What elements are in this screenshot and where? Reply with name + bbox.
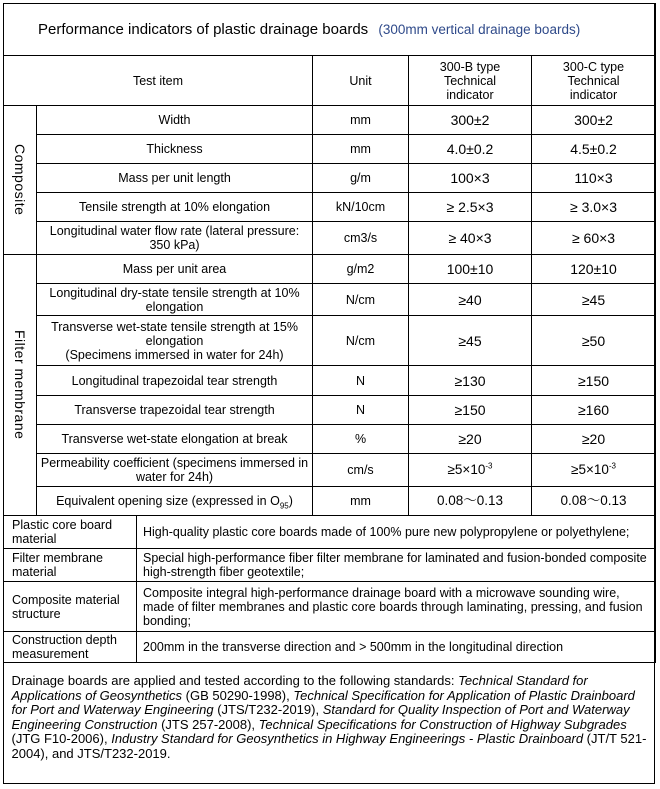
header-300c bbox=[532, 56, 656, 106]
header-unit: Unit bbox=[313, 56, 409, 106]
value-300c: 120±10 bbox=[532, 255, 656, 284]
unit-cell: g/m2 bbox=[313, 255, 409, 284]
value-300b: 4.0±0.2 bbox=[409, 135, 532, 164]
standard-title: Industry Standard for Geosynthetics in Highway Engineerings - Plastic Drainboard bbox=[111, 731, 584, 747]
standards-row bbox=[4, 663, 656, 773]
material-label: Filter membrane material bbox=[4, 549, 137, 582]
item-cell: Mass per unit area bbox=[37, 255, 313, 284]
unit-cell: N bbox=[313, 366, 409, 396]
title-subtitle: (300mm vertical drainage boards) bbox=[378, 21, 581, 37]
unit-cell: kN/10cm bbox=[313, 193, 409, 222]
unit-cell: mm bbox=[313, 487, 409, 516]
table-row bbox=[4, 193, 656, 222]
table-row bbox=[4, 316, 656, 366]
material-value: Composite integral high-performance drainage board with a microwave sounding wire, made of filter membranes and plastic core boards through laminating, pressing, and fusion bonding; bbox=[137, 582, 656, 632]
header-300c-line3: indicator bbox=[569, 87, 618, 102]
value-300b: ≥45 bbox=[409, 316, 532, 366]
item-cell: Tensile strength at 10% elongation bbox=[37, 193, 313, 222]
header-300b bbox=[409, 56, 532, 106]
table-row bbox=[4, 135, 656, 164]
unit-cell: % bbox=[313, 425, 409, 454]
table-row bbox=[4, 454, 656, 487]
value-300c-base: ≥5×10 bbox=[571, 462, 609, 477]
value-300c-exponent: -3 bbox=[608, 461, 616, 471]
material-label: Construction depth measurement bbox=[4, 632, 137, 663]
unit-cell: cm/s bbox=[313, 454, 409, 487]
item-cell bbox=[37, 487, 313, 516]
value-300b-base: ≥5×10 bbox=[447, 462, 486, 477]
spec-table bbox=[3, 3, 656, 773]
standard-title: Technical Standard for Applications of Geosynthetics bbox=[11, 673, 588, 703]
unit-cell: g/m bbox=[313, 164, 409, 193]
group-label-composite: Composite bbox=[4, 106, 37, 255]
header-test-item: Test item bbox=[4, 56, 313, 106]
standard-title: Standard for Quality Inspection of Port and Waterway Engineering Construction bbox=[11, 702, 630, 732]
value-300b: ≥ 2.5×3 bbox=[409, 193, 532, 222]
item-cell-subscript: 95 bbox=[279, 501, 289, 511]
material-row bbox=[4, 549, 656, 582]
header-300b-line2: Technical bbox=[443, 73, 497, 88]
group-label-filter-membrane: Filter membrane bbox=[4, 255, 37, 516]
item-cell-line2: (Specimens immersed in water for 24h) bbox=[65, 347, 284, 362]
value-300b: ≥40 bbox=[409, 284, 532, 316]
item-cell-end: ) bbox=[288, 494, 293, 508]
value-300b: ≥ 40×3 bbox=[409, 222, 532, 255]
standard-title: Technical Specification for Application of Plastic Drainboard for Port and Waterway Engineering bbox=[11, 687, 635, 718]
table-row bbox=[4, 255, 656, 284]
header-300b-line3: indicator bbox=[446, 87, 494, 102]
table-row bbox=[4, 366, 656, 396]
material-row bbox=[4, 516, 656, 549]
material-row bbox=[4, 582, 656, 632]
standard-code: (JTS/T232-2019), bbox=[213, 702, 323, 718]
material-label: Plastic core board material bbox=[4, 516, 137, 549]
header-row bbox=[4, 56, 656, 106]
value-300b bbox=[409, 454, 532, 487]
standard-code: (JTS 257-2008), bbox=[157, 716, 259, 732]
value-300c bbox=[532, 454, 656, 487]
table-title bbox=[4, 4, 656, 56]
header-300b-line1: 300-B type bbox=[439, 59, 501, 74]
value-300c: ≥20 bbox=[532, 425, 656, 454]
standards-note bbox=[4, 663, 656, 773]
table-row bbox=[4, 106, 656, 135]
item-cell: Width bbox=[37, 106, 313, 135]
unit-cell: N bbox=[313, 396, 409, 425]
table-row bbox=[4, 164, 656, 193]
item-cell bbox=[37, 316, 313, 366]
title-text: Performance indicators of plastic drainage boards bbox=[38, 20, 369, 38]
value-300b: ≥20 bbox=[409, 425, 532, 454]
value-300c: 110×3 bbox=[532, 164, 656, 193]
item-cell: Longitudinal trapezoidal tear strength bbox=[37, 366, 313, 396]
value-300b-exponent: -3 bbox=[485, 461, 493, 471]
unit-cell: cm3/s bbox=[313, 222, 409, 255]
table-row bbox=[4, 222, 656, 255]
value-300b: 100±10 bbox=[409, 255, 532, 284]
material-value: High-quality plastic core boards made of 100% pure new polypropylene or polyethylene; bbox=[137, 516, 656, 549]
unit-cell: N/cm bbox=[313, 284, 409, 316]
value-300c: 4.5±0.2 bbox=[532, 135, 656, 164]
standard-code: (JT/T 521-2004), and JTS/T232-2019. bbox=[11, 731, 647, 761]
item-cell: Transverse wet-state elongation at break bbox=[37, 425, 313, 454]
unit-cell: mm bbox=[313, 106, 409, 135]
material-value: 200mm in the transverse direction and > 500mm in the longitudinal direction bbox=[137, 632, 656, 663]
unit-cell: mm bbox=[313, 135, 409, 164]
table-row bbox=[4, 396, 656, 425]
standard-code: (JTG F10-2006), bbox=[11, 731, 112, 747]
value-300c: ≥150 bbox=[532, 366, 656, 396]
header-300c-line1: 300-C type bbox=[562, 59, 625, 74]
item-cell: Permeability coefficient (specimens immersed in water for 24h) bbox=[37, 454, 313, 487]
value-300c: ≥ 3.0×3 bbox=[532, 193, 656, 222]
table-row bbox=[4, 425, 656, 454]
standard-code: (GB 50290-1998), bbox=[182, 687, 294, 703]
item-cell: Mass per unit length bbox=[37, 164, 313, 193]
item-cell: Thickness bbox=[37, 135, 313, 164]
document-frame bbox=[3, 3, 655, 784]
value-300b: 0.08～0.13 bbox=[409, 487, 532, 516]
standards-intro: Drainage boards are applied and tested according to the following standards: bbox=[11, 673, 459, 689]
value-300b: ≥130 bbox=[409, 366, 532, 396]
value-300c: 300±2 bbox=[532, 106, 656, 135]
material-label: Composite material structure bbox=[4, 582, 137, 632]
table-row bbox=[4, 487, 656, 516]
value-300c: 0.08～0.13 bbox=[532, 487, 656, 516]
header-300c-line2: Technical bbox=[567, 73, 620, 88]
material-value: Special high-performance fiber filter membrane for laminated and fusion-bonded composite high-strength fiber geotextile; bbox=[137, 549, 656, 582]
item-cell-text: Equivalent opening size (expressed in O bbox=[56, 494, 280, 508]
table-row bbox=[4, 284, 656, 316]
standard-title: Technical Specifications for Construction of Highway Subgrades bbox=[258, 716, 627, 732]
value-300c: ≥ 60×3 bbox=[532, 222, 656, 255]
item-cell-line1: Transverse wet-state tensile strength at 15% elongation bbox=[51, 319, 298, 348]
value-300c: ≥160 bbox=[532, 396, 656, 425]
value-300c: ≥45 bbox=[532, 284, 656, 316]
value-300b: 300±2 bbox=[409, 106, 532, 135]
item-cell: Longitudinal water flow rate (lateral pressure: 350 kPa) bbox=[37, 222, 313, 255]
value-300b: 100×3 bbox=[409, 164, 532, 193]
value-300c: ≥50 bbox=[532, 316, 656, 366]
unit-cell: N/cm bbox=[313, 316, 409, 366]
material-row bbox=[4, 632, 656, 663]
item-cell: Longitudinal dry-state tensile strength at 10% elongation bbox=[37, 284, 313, 316]
item-cell: Transverse trapezoidal tear strength bbox=[37, 396, 313, 425]
value-300b: ≥150 bbox=[409, 396, 532, 425]
